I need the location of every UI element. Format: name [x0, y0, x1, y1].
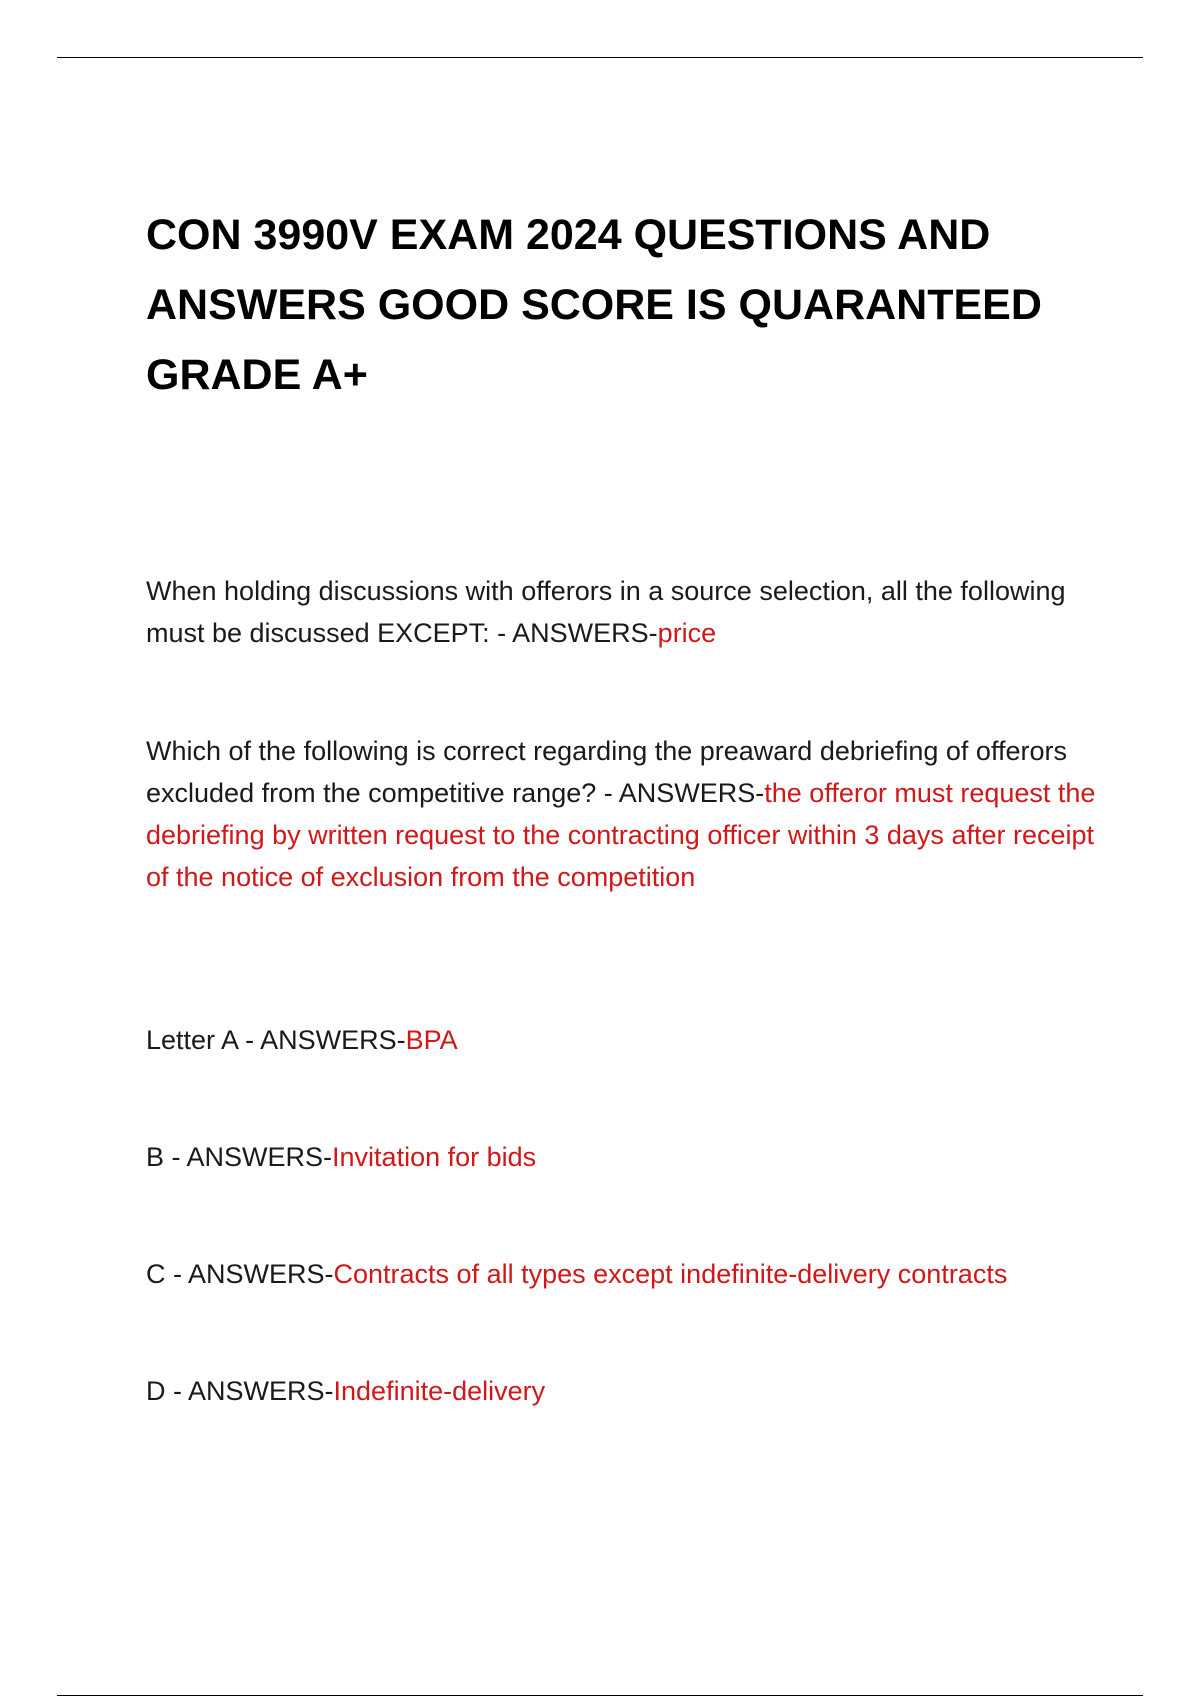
- qa-item: [146, 1136, 1096, 1178]
- top-rule: [57, 57, 1143, 58]
- answer-marker: - ANSWERS-: [165, 1376, 334, 1406]
- answer-marker: - ANSWERS-: [165, 1259, 334, 1289]
- qa-item: [146, 1370, 1096, 1412]
- qa-item: [146, 730, 1096, 898]
- answer-text: Contracts of all types except indefinite-delivery contracts: [333, 1259, 1008, 1289]
- question-text: Letter A: [146, 1025, 238, 1055]
- bottom-rule: [57, 1695, 1143, 1696]
- question-text: B: [146, 1142, 165, 1172]
- answer-text: Indefinite-delivery: [333, 1376, 546, 1406]
- answer-text: Invitation for bids: [332, 1142, 537, 1172]
- question-text: Which of the following is correct regarding the preaward debriefing of offerors excluded from the competitive range?: [146, 736, 1067, 808]
- answer-text: price: [657, 618, 717, 648]
- qa-item: [146, 1019, 1096, 1061]
- qa-item: [146, 1253, 1096, 1295]
- question-text: C: [146, 1259, 166, 1289]
- qa-item: [146, 570, 1096, 654]
- question-text: When holding discussions with offerors in a source selection, all the following must be discussed EXCEPT:: [146, 576, 1066, 648]
- answer-marker: - ANSWERS-: [596, 778, 765, 808]
- answer-marker: - ANSWERS-: [489, 618, 658, 648]
- question-text: D: [146, 1376, 166, 1406]
- answer-marker: - ANSWERS-: [237, 1025, 406, 1055]
- answer-text: the offeror must request the debriefing by written request to the contracting officer within 3 days after receipt of the notice of exclusion from the competition: [146, 778, 1096, 892]
- document-title: CON 3990V EXAM 2024 QUESTIONS AND ANSWERS GOOD SCORE IS QUARANTEED GRADE A+: [146, 211, 1042, 399]
- answer-marker: - ANSWERS-: [164, 1142, 333, 1172]
- answer-text: BPA: [405, 1025, 458, 1055]
